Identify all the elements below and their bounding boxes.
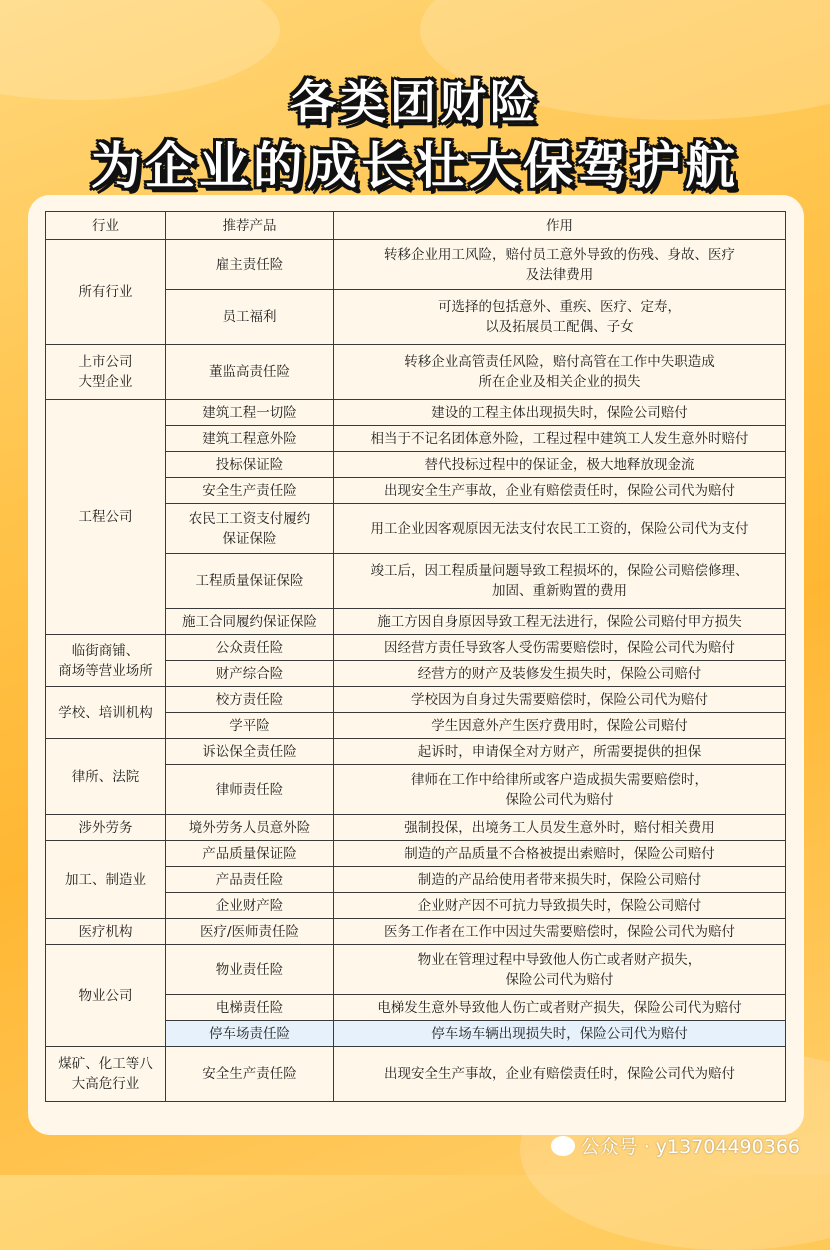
function-cell: 学校因为自身过失需要赔偿时，保险公司代为赔付 (334, 687, 786, 713)
function-cell: 出现安全生产事故，企业有赔偿责任时，保险公司代为赔付 (334, 478, 786, 504)
function-cell: 可选择的包括意外、重疾、医疗、定寿， 以及拓展员工配偶、子女 (334, 290, 786, 345)
industry-cell: 煤矿、化工等八 大高危行业 (46, 1047, 166, 1102)
product-cell: 律师责任险 (166, 765, 334, 815)
page-subtitle: 为企业的成长壮大保驾护航 (91, 137, 739, 195)
function-cell: 医务工作者在工作中因过失需要赔偿时，保险公司代为赔付 (334, 919, 786, 945)
header-product: 推荐产品 (166, 212, 334, 240)
function-cell: 企业财产因不可抗力导致损失时，保险公司赔付 (334, 893, 786, 919)
insurance-table (45, 211, 786, 1102)
product-cell: 医疗/医师责任险 (166, 919, 334, 945)
table-row (46, 635, 786, 661)
function-cell: 转移企业用工风险，赔付员工意外导致的伤残、身故、医疗 及法律费用 (334, 240, 786, 290)
product-cell: 建筑工程意外险 (166, 426, 334, 452)
product-cell: 产品责任险 (166, 867, 334, 893)
function-cell: 用工企业因客观原因无法支付农民工工资的，保险公司代为支付 (334, 504, 786, 554)
industry-cell: 律所、法院 (46, 739, 166, 815)
function-cell: 替代投标过程中的保证金，极大地释放现金流 (334, 452, 786, 478)
table-row (46, 240, 786, 290)
product-cell: 电梯责任险 (166, 995, 334, 1021)
table-row (46, 400, 786, 426)
table-row (46, 687, 786, 713)
header-industry: 行业 (46, 212, 166, 240)
product-cell: 施工合同履约保证保险 (166, 609, 334, 635)
function-cell: 律师在工作中给律所或客户造成损失需要赔偿时， 保险公司代为赔付 (334, 765, 786, 815)
product-cell: 企业财产险 (166, 893, 334, 919)
product-cell: 建筑工程一切险 (166, 400, 334, 426)
function-cell: 强制投保，出境务工人员发生意外时，赔付相关费用 (334, 815, 786, 841)
product-cell: 安全生产责任险 (166, 478, 334, 504)
product-cell: 校方责任险 (166, 687, 334, 713)
table-row (46, 841, 786, 867)
product-cell: 财产综合险 (166, 661, 334, 687)
product-cell: 董监高责任险 (166, 345, 334, 400)
function-cell: 制造的产品质量不合格被提出索赔时，保险公司赔付 (334, 841, 786, 867)
function-cell: 制造的产品给使用者带来损失时，保险公司赔付 (334, 867, 786, 893)
industry-cell: 上市公司 大型企业 (46, 345, 166, 400)
table-row (46, 345, 786, 400)
function-cell: 经营方的财产及装修发生损失时，保险公司赔付 (334, 661, 786, 687)
industry-cell: 涉外劳务 (46, 815, 166, 841)
industry-cell: 工程公司 (46, 400, 166, 635)
product-cell: 安全生产责任险 (166, 1047, 334, 1102)
product-cell: 投标保证险 (166, 452, 334, 478)
product-cell: 学平险 (166, 713, 334, 739)
industry-cell: 物业公司 (46, 945, 166, 1047)
function-cell: 转移企业高管责任风险，赔付高管在工作中失职造成 所在企业及相关企业的损失 (334, 345, 786, 400)
function-cell: 学生因意外产生医疗费用时，保险公司赔付 (334, 713, 786, 739)
function-cell: 施工方因自身原因导致工程无法进行，保险公司赔付甲方损失 (334, 609, 786, 635)
function-cell: 物业在管理过程中导致他人伤亡或者财产损失， 保险公司代为赔付 (334, 945, 786, 995)
function-cell: 因经营方责任导致客人受伤需要赔偿时，保险公司代为赔付 (334, 635, 786, 661)
product-cell: 物业责任险 (166, 945, 334, 995)
function-cell: 起诉时，申请保全对方财产，所需要提供的担保 (334, 739, 786, 765)
product-cell: 工程质量保证保险 (166, 554, 334, 609)
wechat-icon (551, 1136, 575, 1156)
table-row (46, 919, 786, 945)
function-cell: 竣工后，因工程质量问题导致工程损坏的，保险公司赔偿修理、 加固、重新购置的费用 (334, 554, 786, 609)
product-cell: 雇主责任险 (166, 240, 334, 290)
product-cell: 农民工工资支付履约 保证保险 (166, 504, 334, 554)
table-row (46, 815, 786, 841)
product-cell: 诉讼保全责任险 (166, 739, 334, 765)
product-cell: 公众责任险 (166, 635, 334, 661)
function-cell: 电梯发生意外导致他人伤亡或者财产损失，保险公司代为赔付 (334, 995, 786, 1021)
product-cell: 员工福利 (166, 290, 334, 345)
product-cell: 停车场责任险 (166, 1021, 334, 1047)
table-row (46, 945, 786, 995)
industry-cell: 医疗机构 (46, 919, 166, 945)
industry-cell: 加工、制造业 (46, 841, 166, 919)
function-cell: 停车场车辆出现损失时，保险公司代为赔付 (334, 1021, 786, 1047)
industry-cell: 所有行业 (46, 240, 166, 345)
industry-cell: 学校、培训机构 (46, 687, 166, 739)
table-row (46, 739, 786, 765)
industry-cell: 临街商铺、 商场等营业场所 (46, 635, 166, 687)
header-function: 作用 (334, 212, 786, 240)
footer-account: 公众号 · y13704490366 (551, 1132, 800, 1159)
table-row (46, 1047, 786, 1102)
function-cell: 相当于不记名团体意外险，工程过程中建筑工人发生意外时赔付 (334, 426, 786, 452)
function-cell: 建设的工程主体出现损失时，保险公司赔付 (334, 400, 786, 426)
function-cell: 出现安全生产事故，企业有赔偿责任时，保险公司代为赔付 (334, 1047, 786, 1102)
product-cell: 产品质量保证险 (166, 841, 334, 867)
page-title: 各类团财险 (290, 75, 540, 129)
product-cell: 境外劳务人员意外险 (166, 815, 334, 841)
